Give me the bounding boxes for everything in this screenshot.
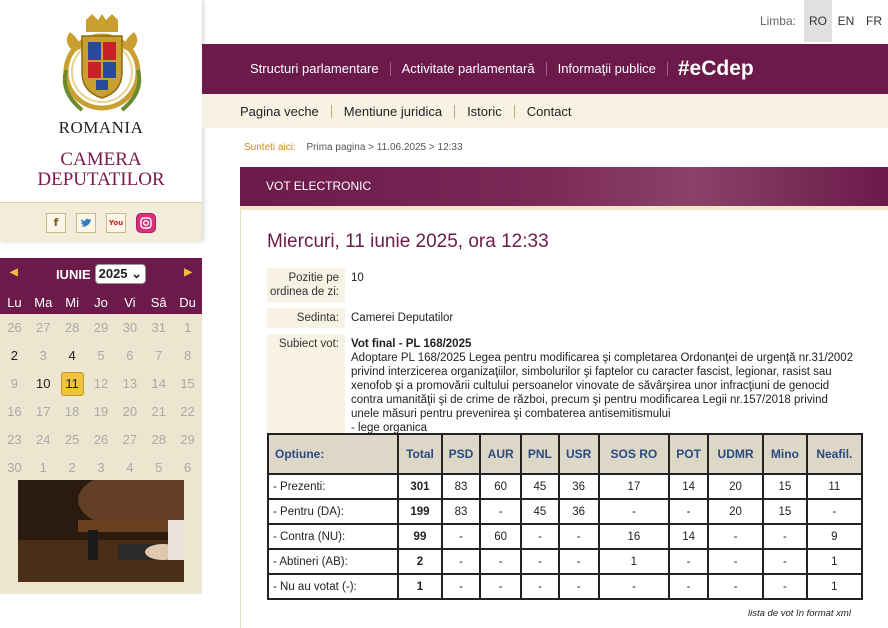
table-cell: 20	[708, 474, 763, 499]
table-row	[268, 499, 862, 524]
table-cell: 15	[763, 474, 807, 499]
calendar-day: 28	[64, 320, 80, 335]
institution-line1: CAMERA	[60, 149, 142, 170]
facebook-icon[interactable]: f	[46, 213, 66, 233]
xml-link[interactable]: lista de vot în format xml	[748, 608, 851, 619]
calendar-day: 5	[97, 348, 105, 363]
table-cell: -	[763, 549, 807, 574]
table-cell: 1	[807, 549, 862, 574]
table-cell: -	[521, 549, 559, 574]
calendar-day: 5	[155, 460, 163, 475]
table-cell: 83	[442, 499, 481, 524]
calendar-day: 30	[7, 460, 22, 475]
subject-title: Vot final - PL 168/2025	[351, 338, 472, 350]
calendar-day: 24	[36, 432, 51, 447]
breadcrumb	[244, 142, 463, 153]
language-label: Limba:	[759, 14, 796, 28]
table-cell: -	[599, 574, 670, 599]
row-label: - Prezenti:	[268, 474, 398, 499]
table-cell: -	[442, 574, 481, 599]
calendar-header	[0, 258, 202, 290]
column-header: Optiune:	[268, 434, 398, 474]
calendar-day: 21	[151, 404, 166, 419]
weekday-label: Sâ	[150, 294, 167, 310]
calendar-day: 22	[180, 404, 195, 419]
calendar-day: 30	[122, 320, 138, 335]
calendar-month: IUNIE	[55, 266, 91, 282]
section-banner: VOT ELECTRONIC	[240, 167, 888, 210]
calendar-day: 14	[151, 376, 166, 391]
calendar-day: 19	[93, 404, 109, 419]
calendar-day[interactable]: 10	[36, 376, 51, 391]
calendar-day: 12	[93, 376, 109, 391]
session-value: Camerei Deputatilor	[351, 312, 454, 324]
table-cell: 11	[807, 474, 862, 499]
nav-contact[interactable]: Contact	[514, 105, 584, 118]
twitter-icon[interactable]	[76, 213, 96, 233]
nav-pagina-veche[interactable]: Pagina veche	[240, 103, 319, 119]
calendar-day: 6	[183, 460, 192, 475]
column-header: Total	[398, 434, 441, 474]
table-row	[268, 524, 862, 549]
nav-structuri[interactable]: Structuri parlamentare	[250, 61, 379, 76]
youtube-icon[interactable]: You	[106, 213, 126, 233]
weekday-label: Lu	[7, 294, 22, 310]
calendar-day: 27	[122, 432, 138, 447]
weekday-label: Vi	[124, 294, 136, 310]
lang-ro[interactable]: RO	[804, 0, 832, 42]
next-month-icon[interactable]: ▶	[184, 267, 192, 278]
column-header: Mino	[763, 434, 807, 474]
table-row	[268, 474, 862, 499]
calendar-day: 7	[155, 348, 163, 363]
content-divider	[240, 210, 241, 628]
table-cell: -	[763, 574, 807, 599]
position-label: Pozitie pe ordinea de zi:	[267, 268, 345, 302]
nav-ecdep[interactable]: #eCdep	[667, 62, 765, 76]
table-cell: -	[480, 574, 521, 599]
table-cell: -	[669, 499, 708, 524]
column-header: PSD	[442, 434, 481, 474]
calendar-day: 26	[93, 432, 109, 447]
table-cell: -	[559, 574, 599, 599]
table-cell: 60	[480, 524, 521, 549]
vote-info	[267, 268, 863, 438]
calendar-grid	[0, 314, 202, 482]
nav-mentiune-juridica[interactable]: Mentiune juridica	[331, 105, 454, 118]
sub-nav	[202, 94, 888, 128]
prev-month-icon[interactable]: ◀	[10, 267, 18, 278]
nav-informatii[interactable]: Informaţii publice	[546, 62, 667, 76]
calendar-day: 1	[183, 320, 192, 335]
table-cell: -	[807, 499, 862, 524]
logo-panel	[0, 0, 202, 242]
year-value: 2025	[98, 266, 128, 281]
info-row-subject	[267, 334, 863, 438]
table-cell: 36	[559, 499, 599, 524]
table-cell: 83	[442, 474, 481, 499]
table-cell: -	[708, 524, 763, 549]
lang-fr[interactable]: FR	[866, 14, 882, 28]
vote-table-body	[268, 474, 862, 599]
calendar-day: 27	[36, 320, 51, 335]
column-header: UDMR	[708, 434, 763, 474]
table-cell: -	[480, 549, 521, 574]
breadcrumb-label: Sunteti aici:	[244, 142, 296, 153]
instagram-icon[interactable]	[136, 213, 156, 233]
table-cell: -	[708, 574, 763, 599]
session-label: Sedinta:	[267, 308, 345, 328]
calendar-day: 29	[93, 320, 109, 335]
weekday-label: Mi	[65, 294, 79, 310]
vote-table	[267, 433, 863, 600]
table-cell: 9	[807, 524, 862, 549]
table-cell: 17	[599, 474, 670, 499]
calendar-day: 3	[39, 348, 47, 363]
subject-label: Subiect vot:	[267, 334, 345, 438]
info-row-session	[267, 308, 863, 328]
calendar-day: 17	[36, 404, 51, 419]
nav-activitate[interactable]: Activitate parlamentară	[390, 62, 546, 76]
row-label: - Contra (NU):	[268, 524, 398, 549]
table-cell: -	[763, 524, 807, 549]
table-cell: 16	[599, 524, 670, 549]
language-selector	[760, 0, 888, 42]
calendar-day: 8	[183, 348, 192, 363]
calendar-day: 13	[122, 376, 138, 391]
table-cell: -	[480, 499, 521, 524]
calendar-day[interactable]: 4	[68, 348, 76, 363]
calendar-day: 1	[39, 460, 47, 475]
calendar-day: 23	[7, 432, 22, 447]
main-nav	[202, 44, 888, 94]
coat-of-arms-icon[interactable]	[52, 12, 152, 120]
calendar-day: 3	[97, 460, 105, 475]
table-cell: -	[559, 524, 599, 549]
row-label: - Abtineri (AB):	[268, 549, 398, 574]
table-cell: 15	[763, 499, 807, 524]
table-cell: -	[669, 574, 708, 599]
subject-type: - lege organica	[351, 422, 428, 434]
calendar-day[interactable]: 2	[10, 348, 19, 363]
institution-name[interactable]	[0, 150, 202, 190]
table-cell: 301	[398, 474, 441, 499]
table-cell: -	[599, 499, 670, 524]
chamber-photo	[18, 480, 184, 582]
position-value: 10	[351, 272, 364, 284]
table-cell: 45	[521, 499, 559, 524]
table-cell: 60	[480, 474, 521, 499]
table-row	[268, 549, 862, 574]
subject-value	[345, 334, 863, 438]
column-header: USR	[559, 434, 599, 474]
table-cell: -	[521, 524, 559, 549]
table-cell: -	[559, 549, 599, 574]
calendar-day: 28	[151, 432, 166, 447]
table-cell: -	[442, 549, 481, 574]
table-cell: 199	[398, 499, 441, 524]
calendar-day: 2	[68, 460, 76, 475]
vote-table-header	[268, 434, 862, 474]
weekday-label: Jo	[94, 294, 108, 310]
breadcrumb-path[interactable]: Prima pagina > 11.06.2025 > 12:33	[306, 142, 463, 153]
table-cell: 20	[708, 499, 763, 524]
calendar-day: 25	[64, 432, 80, 447]
page-title: Miercuri, 11 iunie 2025, ora 12:33	[267, 231, 549, 252]
row-label: - Nu au votat (-):	[268, 574, 398, 599]
calendar-day: 18	[64, 404, 80, 419]
calendar-day: 20	[122, 404, 138, 419]
row-label: - Pentru (DA):	[268, 499, 398, 524]
table-cell: -	[708, 549, 763, 574]
calendar-day: 31	[151, 320, 166, 335]
table-cell: 2	[398, 549, 441, 574]
table-cell: 1	[807, 574, 862, 599]
lang-en[interactable]: EN	[837, 14, 855, 28]
table-cell: 1	[599, 549, 670, 574]
table-cell: 36	[559, 474, 599, 499]
subject-text: Adoptare PL 168/2025 Legea pentru modificarea şi completarea Ordonanţei de urgenţă nr.31/2002 privind interzicerea organizaţiilor, simbolurilor şi faptelor cu caracter fascist, legionar, rasist sau xenofob şi a promovării cultului persoanelor vinovate de săvârşirea unor infracţiuni de genocid contra umanităţii şi de crime de război, precum şi pentru modificarea Legii nr.157/2018 privind unele măsuri pentru prevenirea şi combaterea antisemitismului	[351, 352, 854, 420]
calendar-day-selected[interactable]: 11	[61, 372, 84, 396]
country-name: ROMANIA	[58, 118, 144, 137]
calendar-day: 15	[180, 376, 195, 391]
calendar-day: 6	[126, 348, 134, 363]
institution-line2: DEPUTATILOR	[37, 169, 165, 190]
calendar-day: 9	[10, 376, 19, 391]
weekday-label: Du	[179, 294, 196, 310]
calendar-day: 16	[7, 404, 22, 419]
table-cell: 1	[398, 574, 441, 599]
table-cell: -	[442, 524, 481, 549]
column-header: Neafil.	[807, 434, 862, 474]
table-cell: 45	[521, 474, 559, 499]
column-header: POT	[669, 434, 708, 474]
calendar-day: 4	[126, 460, 134, 475]
info-row-position	[267, 268, 863, 302]
table-cell: -	[521, 574, 559, 599]
table-cell: -	[669, 549, 708, 574]
table-row	[268, 574, 862, 599]
weekday-label: Ma	[34, 294, 53, 310]
nav-istoric[interactable]: Istoric	[454, 105, 514, 118]
column-header: AUR	[480, 434, 521, 474]
calendar	[0, 258, 202, 594]
table-cell: 14	[669, 524, 708, 549]
table-cell: 99	[398, 524, 441, 549]
column-header: SOS RO	[599, 434, 670, 474]
calendar-day: 29	[180, 432, 195, 447]
calendar-weekdays	[0, 290, 202, 314]
table-cell: 14	[669, 474, 708, 499]
column-header: PNL	[521, 434, 559, 474]
year-select[interactable]: 2025 ⌄	[95, 264, 146, 284]
calendar-day: 26	[7, 320, 22, 335]
social-links	[0, 202, 202, 242]
